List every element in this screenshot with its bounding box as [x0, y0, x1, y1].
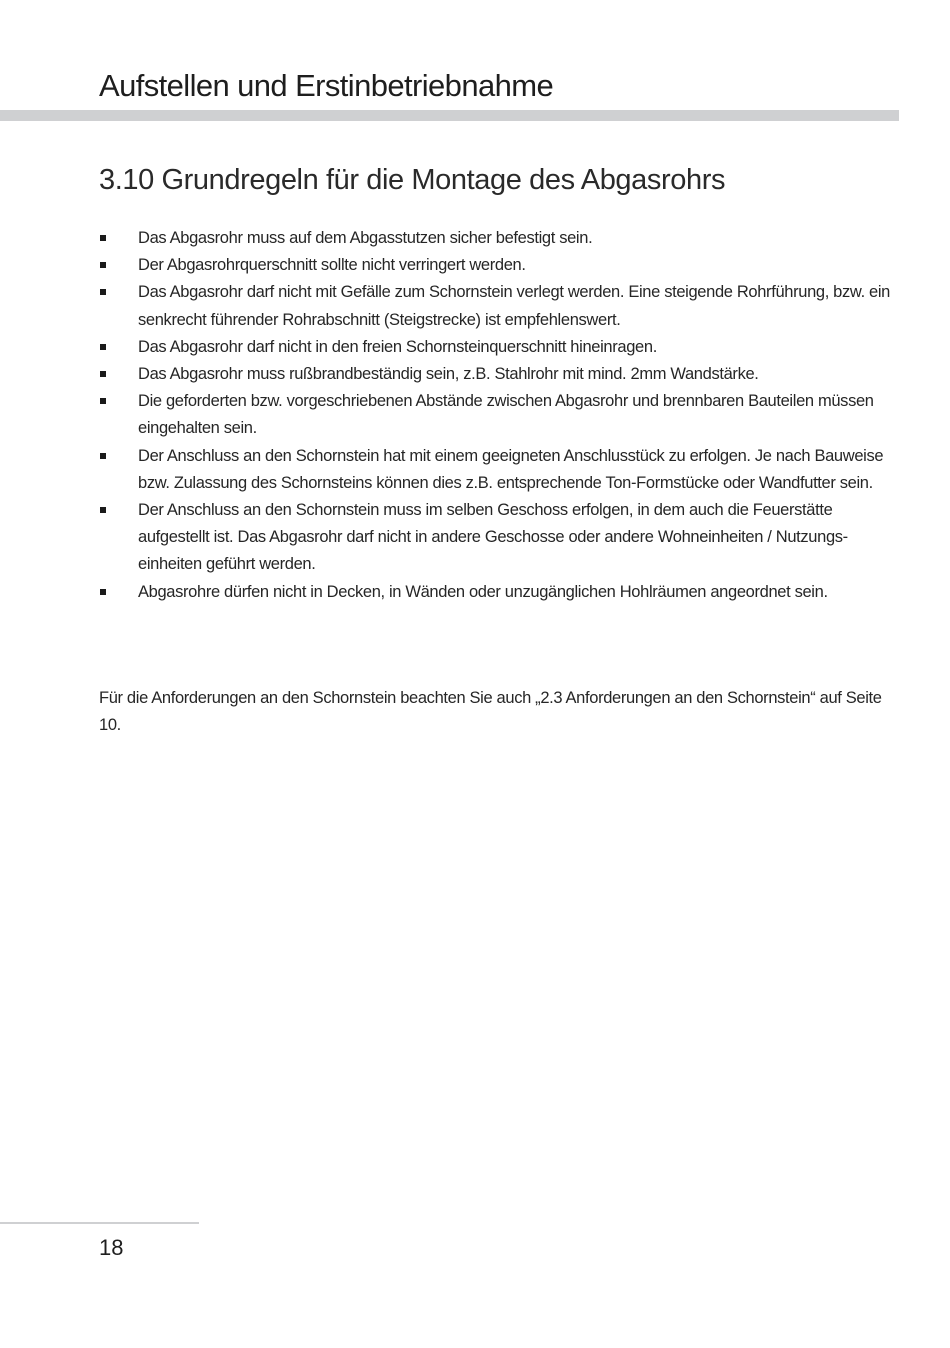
square-bullet-icon	[100, 371, 106, 377]
chimney-reference-note: Für die Anforderungen an den Schornstein beachten Sie auch „2.3 Anforderungen an den Schornstein“ auf Seite 10.	[99, 689, 882, 735]
list-item-text: Der Abgasrohrquerschnitt sollte nicht verringert werden.	[138, 256, 526, 275]
square-bullet-icon	[100, 453, 106, 459]
chapter-title: Aufstellen und Erstinbetriebnahme	[99, 68, 554, 103]
list-item	[99, 225, 899, 252]
list-item-text: Das Abgasrohr muss auf dem Abgasstutzen sicher befestigt sein.	[138, 229, 593, 247]
list-item	[99, 579, 899, 606]
footer-divider	[0, 1222, 199, 1224]
list-item-text: Abgasrohre dürfen nicht in Decken, in Wänden oder unzugänglichen Hohlräumen angeordnet sein.	[138, 582, 828, 601]
square-bullet-icon	[100, 589, 106, 595]
list-item-text: Das Abgasrohr darf nicht in den freien Schornsteinquerschnitt hineinragen.	[138, 337, 657, 356]
list-item-text: Der Anschluss an den Schornstein muss im selben Geschoss erfolgen, in dem auch die Feuerstätte aufgestellt ist. Das Abgasrohr darf nicht in andere Geschosse oder andere Wohneinheiten / Nutzungs-einheiten geführt werden.	[138, 501, 848, 574]
list-item-text: Der Anschluss an den Schornstein hat mit einem geeigneten Anschlusstück zu erfolgen. Je nach Bauweise bzw. Zulassung des Schornsteins können dies z.B. entsprechende Ton-Formstücke oder Wandfutter sein.	[138, 446, 884, 492]
square-bullet-icon	[100, 235, 106, 241]
list-item-text: Die geforderten bzw. vorgeschriebenen Abstände zwischen Abgasrohr und brennbaren Bauteilen müssen eingehalten sein.	[138, 392, 874, 438]
square-bullet-icon	[100, 344, 106, 350]
square-bullet-icon	[100, 262, 106, 268]
square-bullet-icon	[100, 398, 106, 404]
list-item	[99, 497, 899, 579]
list-item-text: Das Abgasrohr muss rußbrandbeständig sein, z.B. Stahlrohr mit mind. 2mm Wandstärke.	[138, 365, 759, 384]
list-item	[99, 252, 899, 279]
rules-list	[99, 225, 899, 606]
square-bullet-icon	[100, 289, 106, 295]
list-item-text: Das Abgasrohr darf nicht mit Gefälle zum Schornstein verlegt werden. Eine steigende Rohrführung, bzw. ein senkrecht führender Rohrabschnitt (Steigstrecke) ist empfehlenswert.	[138, 283, 891, 329]
list-item	[99, 388, 899, 442]
section-title: 3.10 Grundregeln für die Montage des Abgasrohrs	[99, 164, 726, 196]
list-item	[99, 334, 899, 361]
page-number: 18	[99, 1235, 124, 1260]
list-item	[99, 279, 899, 333]
header-divider-bar	[0, 110, 899, 121]
list-item	[99, 361, 899, 388]
list-item	[99, 443, 899, 497]
square-bullet-icon	[100, 507, 106, 513]
